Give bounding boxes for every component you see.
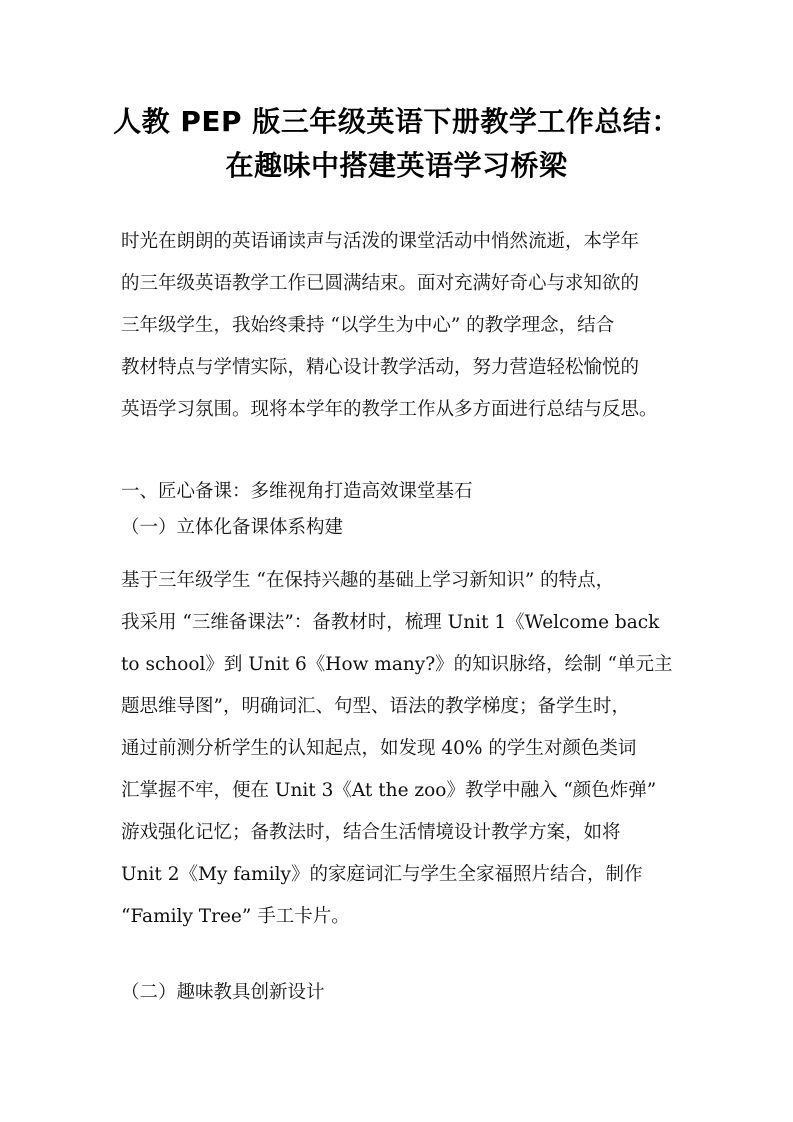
subsection-heading: （一）立体化备课体系构建 [121,517,344,538]
intro-line: 教材特点与学情实际，精心设计教学活动，努力营造轻松愉悦的 [121,357,640,378]
paragraph-line: Unit 2《My family》的家庭词汇与学生全家福照片结合，制作 [121,864,643,885]
document-title [0,100,793,188]
intro-line: 英语学习氛围。现将本学年的教学工作从多方面进行总结与反思。 [121,399,658,420]
paragraph-line: to school》到 Unit 6《How many?》的知识脉络，绘制 “单元主 [121,654,673,675]
subsection-2 [121,972,681,1014]
paragraph-line: 基于三年级学生 “在保持兴趣的基础上学习新知识” 的特点， [121,570,615,591]
intro-line: 的三年级英语教学工作已圆满结束。面对充满好奇心与求知欲的 [121,273,640,294]
paragraph-line: 游戏强化记忆；备教法时，结合生活情境设计教学方案，如将 [121,822,621,843]
paragraph-line: 汇掌握不牢，便在 Unit 3《At the zoo》教学中融入 “颜色炸弹” [121,780,657,801]
paragraph-line: 我采用 “三维备课法”：备教材时，梳理 Unit 1《Welcome back [121,612,660,633]
paragraph-line: 通过前测分析学生的认知起点，如发现 40% 的学生对颜色类词 [121,738,637,759]
title-line-2: 在趣味中搭建英语学习桥梁 [225,149,568,182]
intro-line: 时光在朗朗的英语诵读声与活泼的课堂活动中悄然流逝，本学年 [121,231,640,252]
subsection-heading: （二）趣味教具创新设计 [121,982,325,1003]
subsection-1-paragraph [121,560,681,938]
intro-paragraph [121,221,681,431]
intro-line: 三年级学生，我始终秉持 “以学生为中心” 的教学理念，结合 [121,315,615,336]
title-line-1: 人教 PEP 版三年级英语下册教学工作总结： [113,105,680,138]
section-1 [121,471,681,543]
section-heading: 一、匠心备课：多维视角打造高效课堂基石 [121,481,473,502]
paragraph-line: “Family Tree” 手工卡片。 [121,906,350,927]
paragraph-line: 题思维导图”，明确词汇、句型、语法的教学梯度；备学生时， [121,696,630,717]
